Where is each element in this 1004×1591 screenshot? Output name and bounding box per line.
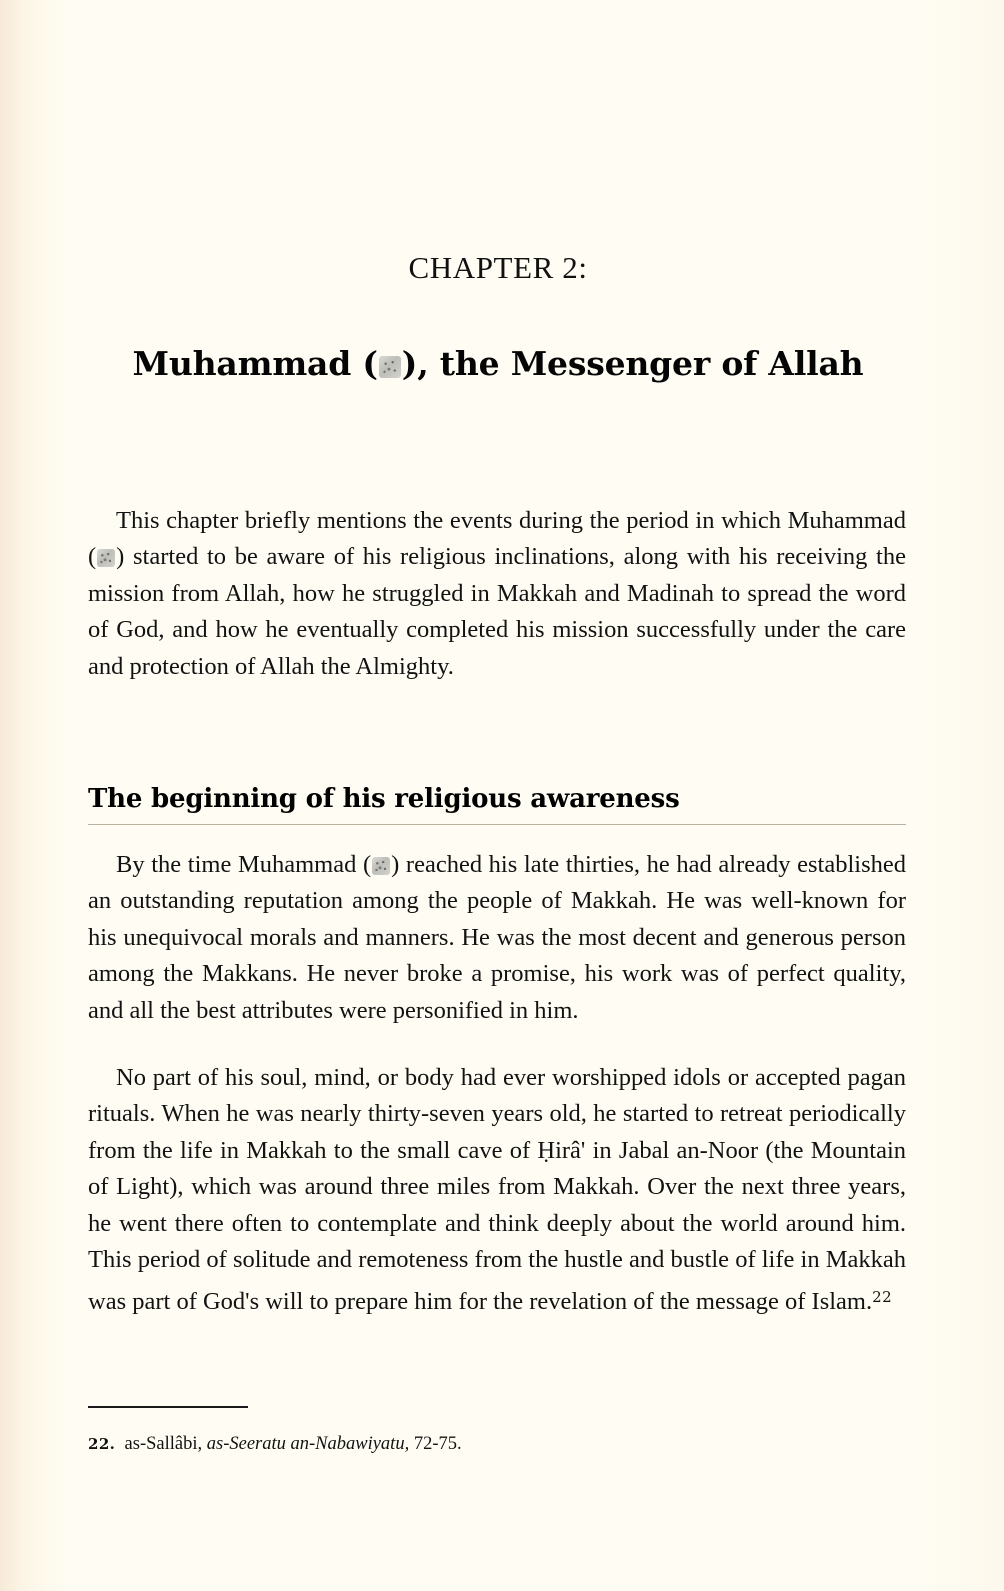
sallallahu-alayhi-wasallam-icon	[97, 549, 115, 567]
sallallahu-alayhi-wasallam-icon	[372, 857, 390, 875]
footnote-number: 22.	[88, 1435, 116, 1453]
section-heading: The beginning of his religious awareness	[88, 784, 906, 825]
paragraph-2-text: No part of his soul, mind, or body had ever worshipped idols or accepted pagan rituals. When he was nearly thirty-seven years old, he started to retreat periodically from the life in Makkah to the small cave of Ḥirâ' in Jabal an-Noor (the Mountain of Light), which was around three miles from Makkah. Over the next three years, he went there often to contemplate and think deeply about the world around him. This period of solitude and remoteness from the hustle and bustle of life in Makkah was part of God's will to prepare him for the revelation of the message of Islam.	[88, 1063, 906, 1315]
intro-paragraph	[88, 503, 906, 686]
footnote-pages: 72-75.	[413, 1434, 462, 1454]
page-content	[88, 0, 908, 1591]
paragraph-1-text-after: ) reached his late thirties, he had already established an outstanding reputation among the people of Makkah. He was well-known for his unequivocal morals and manners. He was the most decent and generous person among the Makkans. He never broke a promise, his work was of perfect quality, and all the best attributes were personified in him.	[88, 850, 907, 1024]
intro-text-before: This chapter briefly mentions the events during the period in which Muhammad (	[88, 506, 906, 571]
intro-text-after: ) started to be aware of his religious inclinations, along with his receiving the mission from Allah, how he struggled in Makkah and Madinah to spread the word of God, and how he eventually completed his mission successfully under the care and protection of Allah the Almighty.	[88, 543, 906, 680]
footnote-marker: 22	[872, 1287, 893, 1306]
footnote-divider	[88, 1406, 248, 1408]
chapter-label: CHAPTER 2:	[408, 250, 588, 285]
chapter-title-text-after: ), the Messenger of Allah	[401, 344, 864, 384]
footnote-author: as-Sallâbi,	[124, 1434, 203, 1454]
footnote-entry	[88, 1431, 906, 1457]
chapter-title	[88, 344, 908, 383]
paragraph-1-text-before: By the time Muhammad (	[116, 850, 372, 878]
footnote-work-title: as-Seeratu an-Nabawiyatu,	[206, 1434, 410, 1454]
paragraph-religious-reputation	[88, 847, 906, 1030]
paragraph-cave-of-hira	[88, 1060, 906, 1321]
sallallahu-alayhi-wasallam-icon	[379, 356, 401, 378]
chapter-title-text-before: Muhammad (	[132, 344, 378, 384]
